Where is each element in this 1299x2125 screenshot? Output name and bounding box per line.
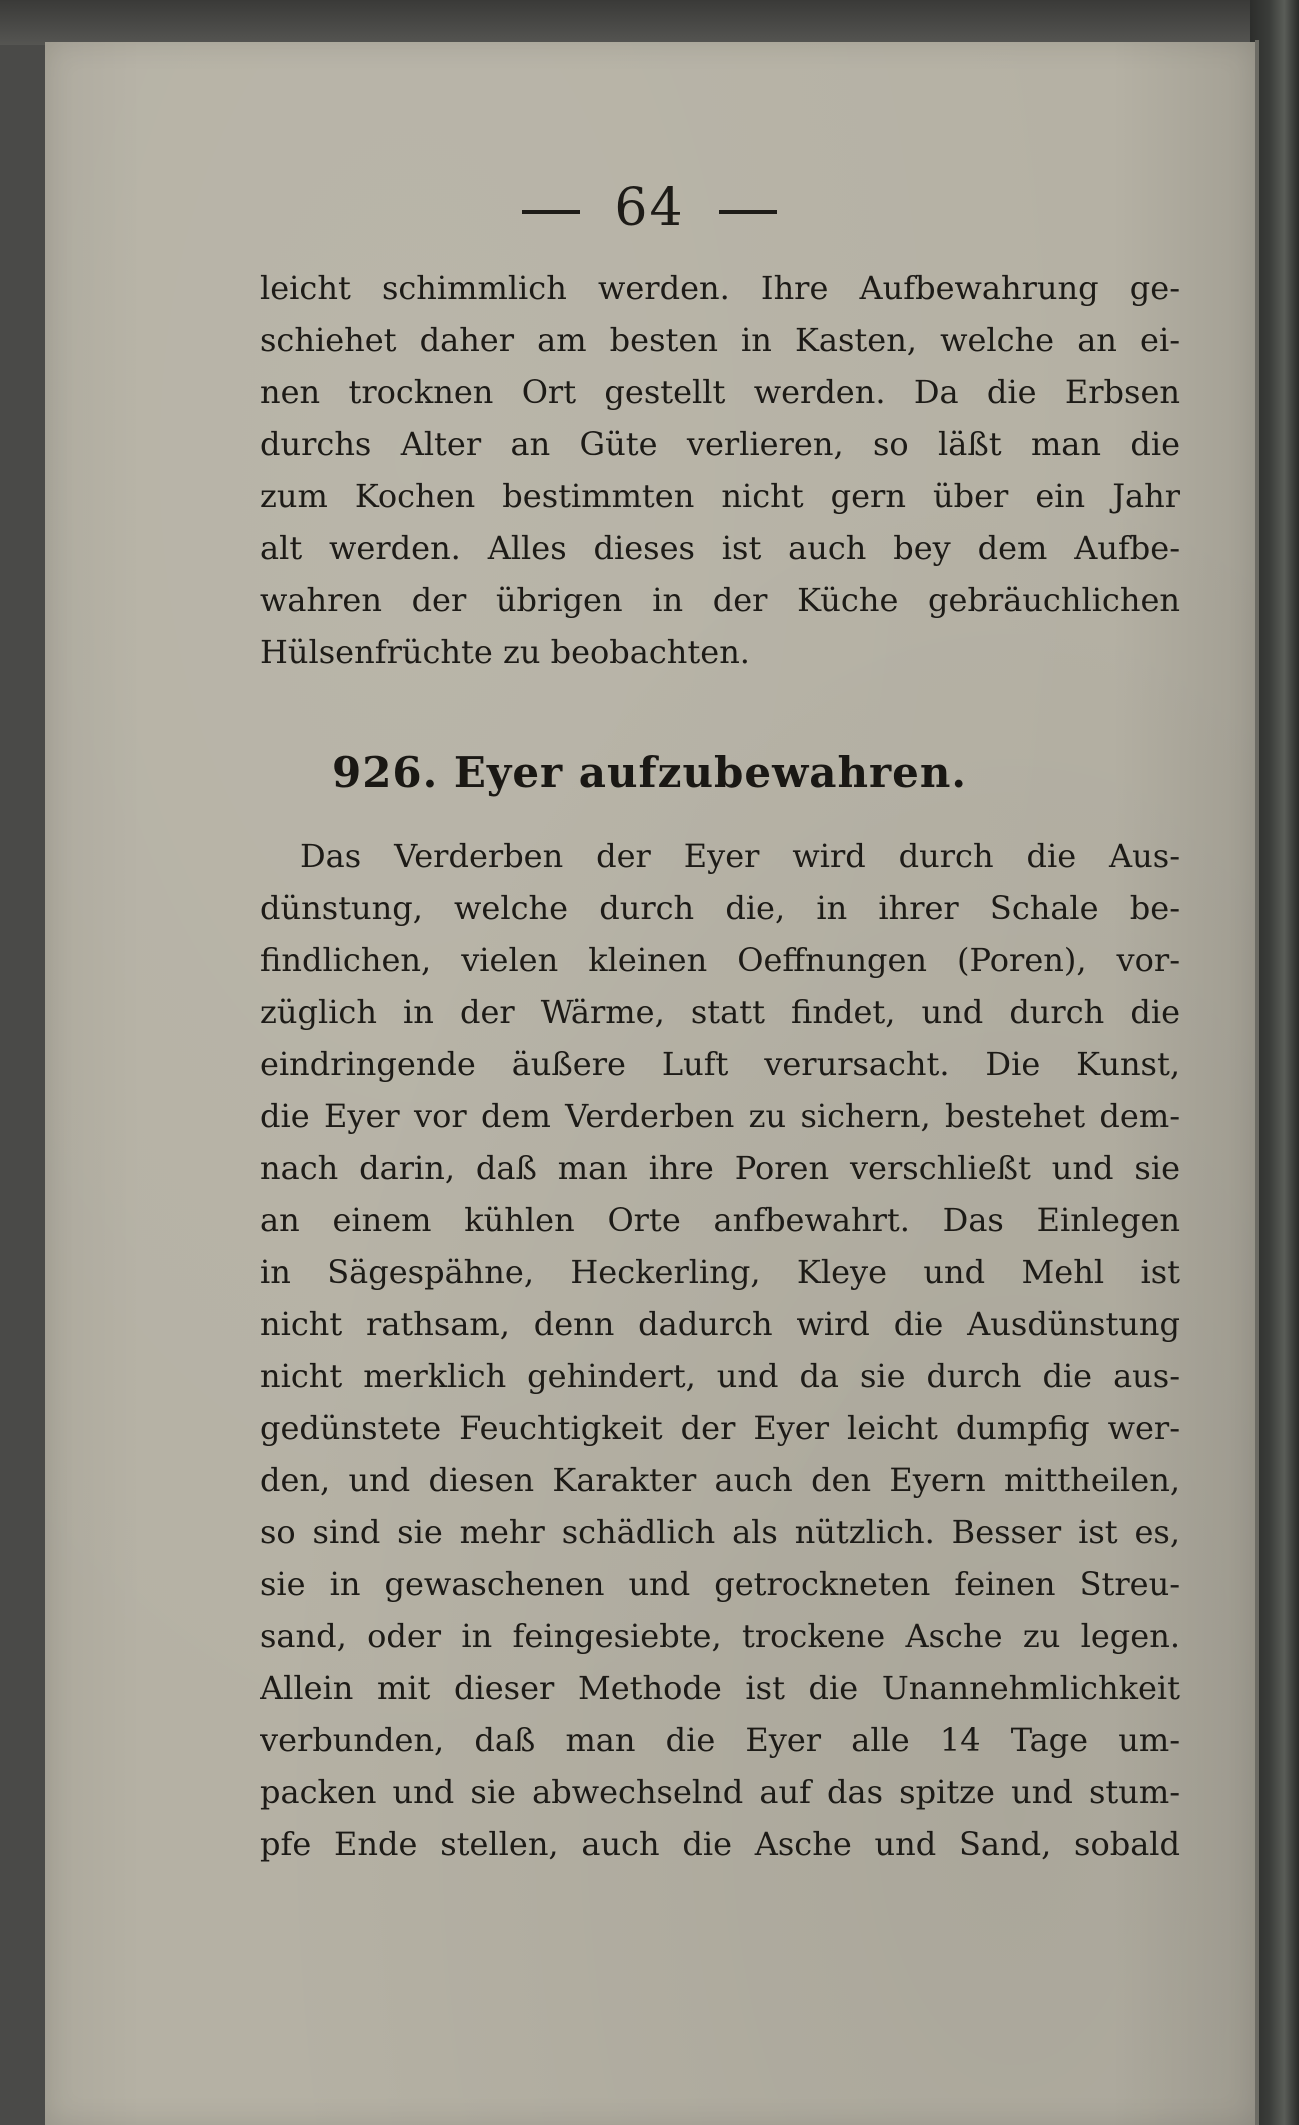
section-heading: 926. Eyer aufzubewahren. — [331, 748, 967, 797]
text-line: nicht rathsam, denn dadurch wird die Ausdünstung — [260, 1305, 1180, 1343]
text-line: wahren der übrigen in der Küche gebräuchlichen — [260, 581, 1180, 619]
text-line: in Sägespähne, Heckerling, Kleye und Mehl ist — [260, 1253, 1180, 1291]
text-line: nicht merklich gehindert, und da sie durch die aus- — [260, 1357, 1180, 1395]
text-line: durchs Alter an Güte verlieren, so läßt man die — [260, 425, 1180, 463]
paragraph-1 — [260, 262, 1180, 678]
text-line: Allein mit dieser Methode ist die Unannehmlichkeit — [260, 1669, 1180, 1707]
text-line: züglich in der Wärme, statt findet, und durch die — [260, 993, 1180, 1031]
text-line: packen und sie abwechselnd auf das spitze und stum- — [260, 1773, 1180, 1811]
text-line: dünstung, welche durch die, in ihrer Schale be- — [260, 889, 1180, 927]
text-line: Hülsenfrüchte zu beobachten. — [260, 633, 750, 671]
text-line: verbunden, daß man die Eyer alle 14 Tage um- — [260, 1721, 1180, 1759]
scan-background-top — [0, 0, 1299, 45]
text-line: findlichen, vielen kleinen Oeffnungen (Poren), vor- — [260, 941, 1180, 979]
text-line: gedünstete Feuchtigkeit der Eyer leicht dumpfig wer- — [260, 1409, 1180, 1447]
page-number: 64 — [614, 178, 685, 238]
text-line: Das Verderben der Eyer wird durch die Aus- — [300, 837, 1180, 875]
page-edge — [1255, 40, 1259, 2125]
text-line: zum Kochen bestimmten nicht gern über ein Jahr — [260, 477, 1180, 515]
text-line: pfe Ende stellen, auch die Asche und Sand, sobald — [260, 1825, 1180, 1863]
text-line: nach darin, daß man ihre Poren verschließt und sie — [260, 1149, 1180, 1187]
text-line: eindringende äußere Luft verursacht. Die Kunst, — [260, 1045, 1180, 1083]
text-line: sand, oder in feingesiebte, trockene Asche zu legen. — [260, 1617, 1180, 1655]
header-dash-left — [522, 210, 580, 214]
header-dash-right — [719, 210, 777, 214]
text-line: nen trocknen Ort gestellt werden. Da die Erbsen — [260, 373, 1180, 411]
text-line: so sind sie mehr schädlich als nützlich. Besser ist es, — [260, 1513, 1180, 1551]
text-line: die Eyer vor dem Verderben zu sichern, bestehet dem- — [260, 1097, 1180, 1135]
text-line: den, und diesen Karakter auch den Eyern mittheilen, — [260, 1461, 1180, 1499]
page-header — [0, 178, 1299, 238]
text-line: sie in gewaschenen und getrockneten feinen Streu- — [260, 1565, 1180, 1603]
text-line: alt werden. Alles dieses ist auch bey dem Aufbe- — [260, 529, 1180, 567]
text-line: an einem kühlen Orte anfbewahrt. Das Einlegen — [260, 1201, 1180, 1239]
paragraph-2 — [260, 830, 1180, 1870]
text-line: schiehet daher am besten in Kasten, welche an ei- — [260, 321, 1180, 359]
text-line: leicht schimmlich werden. Ihre Aufbewahrung ge- — [260, 269, 1180, 307]
